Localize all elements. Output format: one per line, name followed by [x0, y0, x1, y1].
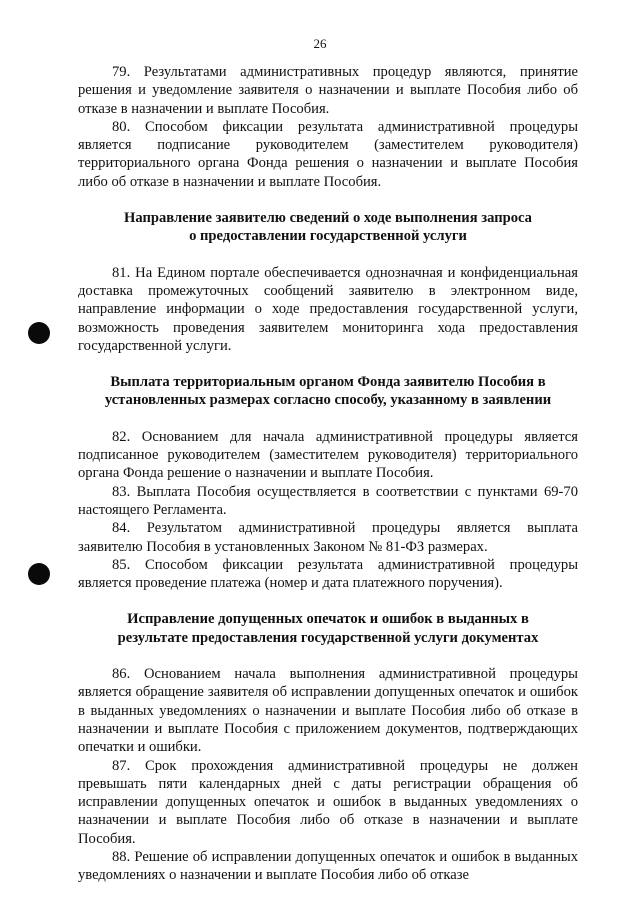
paragraph-88: 88. Решение об исправлении допущенных опечаток и ошибок в выданных уведомлениях о назначении и выплате Пособия либо об отказе	[78, 848, 578, 884]
page-number: 26	[313, 36, 327, 51]
paragraph-79: 79. Результатами административных процедур являются, принятие решения и уведомление заявителя о назначении и выплате Пособия либо об отказе в назначении и выплате Пособия.	[78, 64, 578, 117]
binder-hole-bottom	[28, 563, 50, 585]
paragraph-80: 80. Способом фиксации результата административной процедуры является подписание руководителем (заместителем руководителя) территориального органа Фонда решения о назначении и выплате Пособия либо об отказе в назначении и выплате Пособия.	[78, 118, 578, 190]
paragraph-84: 84. Результатом административной процедуры является выплата заявителю Пособия в установленных Законом № 81-ФЗ размерах.	[78, 520, 578, 555]
paragraph-85: 85. Способом фиксации результата административной процедуры является проведение платежа (номер и дата платежного поручения).	[78, 556, 578, 592]
section-heading-payment	[78, 373, 578, 410]
heading-line: Выплата территориальным органом Фонда заявителю Пособия в	[110, 374, 546, 391]
heading-line: установленных размерах согласно способу, указанному в заявлении	[104, 392, 552, 409]
binder-hole-top	[28, 322, 50, 344]
heading-line: результате предоставления государственной услуги документах	[117, 629, 539, 646]
section-heading-request-status	[78, 209, 578, 246]
paragraph-82: 82. Основанием для начала административной процедуры является подписанное руководителем (заместителем руководителя) территориального органа Фонда решение о назначении и выплате Пособия.	[78, 428, 578, 482]
paragraph-87: 87. Срок прохождения административной процедуры не должен превышать пяти календарных дней с даты регистрации обращения об исправлении допущенных опечаток и ошибок в выданных уведомлениях о назначении и выплате Пособия либо об отказе в назначении и выплате Пособия.	[78, 757, 578, 847]
paragraph-86: 86. Основанием начала выполнения административной процедуры является обращение заявителя об исправлении допущенных опечаток и ошибок в выданных уведомлениях о назначении и выплате Пособия либо об отказе в назначении и выплате Пособия с приложением документов, подтверждающих опечатки и ошибки.	[78, 666, 578, 756]
document-body	[78, 63, 578, 885]
heading-line: о предоставлении государственной услуги	[189, 228, 467, 245]
heading-line: Исправление допущенных опечаток и ошибок в выданных в	[127, 611, 529, 628]
heading-line: Направление заявителю сведений о ходе выполнения запроса	[124, 210, 532, 227]
section-heading-corrections	[78, 610, 578, 647]
paragraph-81: 81. На Едином портале обеспечивается однозначная и конфиденциальная доставка промежуточных сообщений заявителю в электронном виде, направление информации о ходе предоставления государственной услуги, возможность проведения заявителем мониторинга хода предоставления государственной услуги.	[78, 264, 578, 354]
paragraph-83: 83. Выплата Пособия осуществляется в соответствии с пунктами 69-70 настоящего Регламента.	[78, 483, 578, 518]
